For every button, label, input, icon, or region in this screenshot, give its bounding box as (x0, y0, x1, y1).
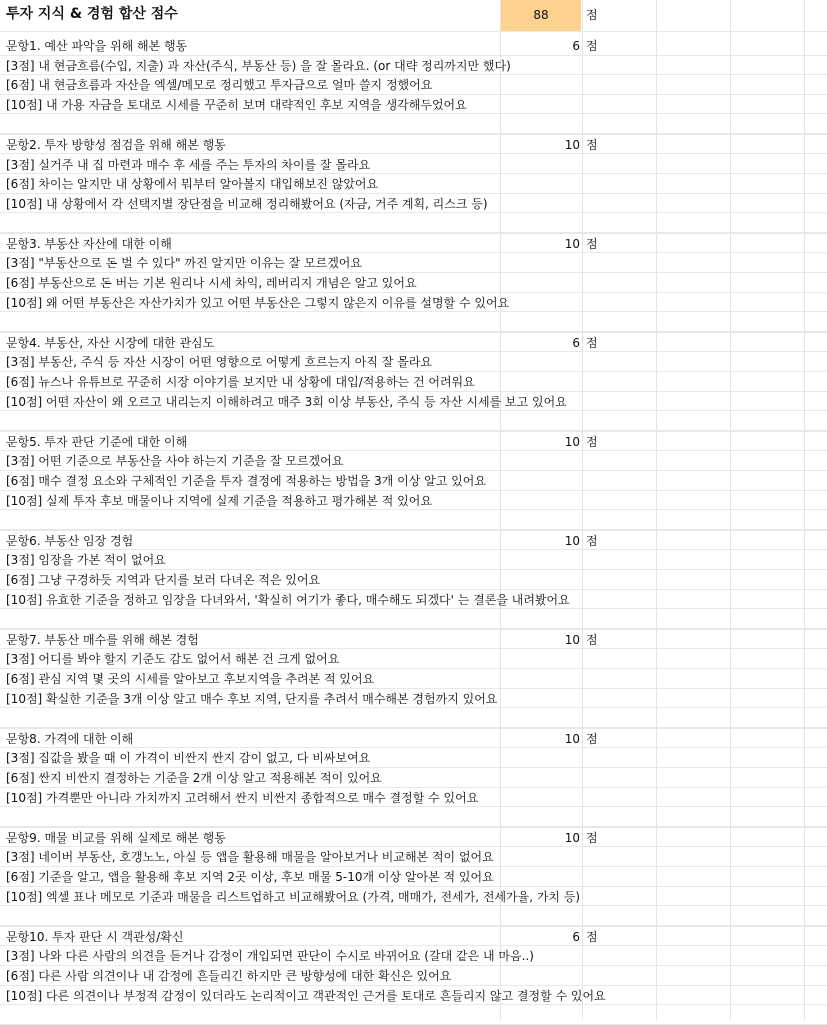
score-unit: 점 (586, 236, 598, 251)
question-score[interactable]: 6 (572, 335, 580, 350)
question-heading: 문항7. 부동산 매수를 위해 해본 경험 (6, 632, 199, 647)
option-row[interactable] (0, 788, 827, 808)
question-score[interactable]: 10 (564, 434, 580, 449)
question-heading: 문항3. 부동산 자산에 대한 이해 (6, 236, 172, 251)
option-row[interactable] (0, 550, 827, 570)
option-row[interactable] (0, 174, 827, 194)
question-heading-row[interactable] (0, 333, 827, 353)
spacer-row (0, 115, 827, 135)
blank-row (0, 1005, 827, 1025)
option-row[interactable] (0, 293, 827, 313)
option-text: [10점] 확실한 기준을 3개 이상 알고 매수 후보 지역, 단지를 추려서 매수해본 경험까지 있어요 (6, 691, 498, 706)
option-text: [6점] 차이는 알지만 내 상황에서 뭐부터 알아볼지 대입해보진 않았어요 (6, 177, 379, 192)
option-row[interactable] (0, 392, 827, 412)
question-score[interactable]: 10 (564, 830, 580, 845)
question-heading-row[interactable] (0, 630, 827, 650)
question-heading-row[interactable] (0, 927, 827, 947)
option-text: [3점] 내 현금흐름(수입, 지출) 과 자산(주식, 부동산 등) 을 잘 몰라요. (or 대략 정리까지만 했다) (6, 58, 511, 73)
score-unit: 점 (586, 38, 598, 53)
option-text: [3점] 집값을 봤을 때 이 가격이 비싼지 싼지 감이 없고, 다 비싸보여요 (6, 751, 371, 766)
question-score[interactable]: 6 (572, 929, 580, 944)
question-score[interactable]: 10 (564, 137, 580, 152)
question-heading: 문항4. 부동산, 자산 시장에 대한 관심도 (6, 335, 215, 350)
question-heading-row[interactable] (0, 135, 827, 155)
option-row[interactable] (0, 986, 827, 1006)
option-text: [3점] "부동산으로 돈 벌 수 있다" 까진 알지만 이유는 잘 모르겠어요 (6, 256, 362, 271)
question-heading: 문항2. 투자 방향성 점검을 위해 해본 행동 (6, 137, 226, 152)
question-score[interactable]: 10 (564, 632, 580, 647)
spacer-row (0, 313, 827, 333)
option-text: [6점] 싼지 비싼지 결정하는 기준을 2개 이상 알고 적용해본 적이 있어요 (6, 770, 382, 785)
question-heading-row[interactable] (0, 828, 827, 848)
option-text: [6점] 관심 지역 몇 곳의 시세를 알아보고 후보지역을 추려본 적 있어요 (6, 672, 375, 686)
score-unit: 점 (586, 533, 598, 548)
option-text: [10점] 가격뿐만 아니라 가치까지 고려해서 싼지 비싼지 종합적으로 매수 결정할 수 있어요 (6, 790, 479, 805)
question-heading: 문항1. 예산 파악을 위해 해본 행동 (6, 38, 188, 53)
option-row[interactable] (0, 75, 827, 95)
score-unit: 점 (586, 830, 598, 845)
question-heading: 문항9. 매물 비교를 위해 실제로 해본 행동 (6, 830, 226, 845)
spacer-row (0, 907, 827, 927)
title-row[interactable] (0, 0, 827, 32)
option-text: [10점] 다른 의견이나 부정적 감정이 있더라도 논리적이고 객관적인 근거를 토대로 흔들리지 않고 결정할 수 있어요 (6, 988, 606, 1003)
score-unit: 점 (586, 434, 598, 449)
question-heading: 문항8. 가격에 대한 이해 (6, 731, 134, 746)
option-row[interactable] (0, 966, 827, 986)
option-row[interactable] (0, 867, 827, 887)
question-heading-row[interactable] (0, 234, 827, 254)
option-row[interactable] (0, 155, 827, 175)
spacer-row (0, 511, 827, 531)
option-row[interactable] (0, 56, 827, 76)
option-text: [10점] 왜 어떤 부동산은 자산가치가 있고 어떤 부동산은 그렇지 않은지 이유를 설명할 수 있어요 (6, 295, 510, 310)
option-row[interactable] (0, 491, 827, 511)
question-score[interactable]: 10 (564, 236, 580, 251)
question-heading-row[interactable] (0, 729, 827, 749)
option-row[interactable] (0, 669, 827, 689)
option-text: [6점] 그냥 구경하듯 지역과 단지를 보러 다녀온 적은 있어요 (6, 573, 321, 588)
question-score[interactable]: 6 (572, 38, 580, 53)
question-heading: 문항10. 투자 판단 시 객관성/확신 (6, 929, 184, 944)
option-row[interactable] (0, 847, 827, 867)
option-row[interactable] (0, 946, 827, 966)
option-row[interactable] (0, 748, 827, 768)
score-unit: 점 (586, 731, 598, 746)
option-text: [3점] 임장을 가본 적이 없어요 (6, 553, 166, 568)
option-text: [10점] 내 가용 자금을 토대로 시세를 꾸준히 보며 대략적인 후보 지역을 생각해두었어요 (6, 97, 467, 112)
option-row[interactable] (0, 194, 827, 214)
option-text: [6점] 부동산으로 돈 버는 기본 원리나 시세 차익, 레버리지 개념은 알고 있어요 (6, 276, 417, 291)
option-text: [3점] 어떤 기준으로 부동산을 사야 하는지 기준을 잘 모르겠어요 (6, 454, 344, 469)
option-text: [3점] 어디를 봐야 할지 기준도 감도 없어서 해본 건 크게 없어요 (6, 652, 340, 667)
option-text: [10점] 엑셀 표나 메모로 기준과 매물을 리스트업하고 비교해봤어요 (가격, 매매가, 전세가, 전세가율, 가치 등) (6, 889, 581, 904)
option-row[interactable] (0, 689, 827, 709)
option-row[interactable] (0, 451, 827, 471)
option-text: [6점] 매수 결정 요소와 구체적인 기준을 투자 결정에 적용하는 방법을 3개 이상 알고 있어요 (6, 474, 486, 489)
option-row[interactable] (0, 649, 827, 669)
question-heading-row[interactable] (0, 36, 827, 56)
score-unit: 점 (586, 8, 598, 22)
total-score-cell[interactable]: 88 (501, 0, 581, 31)
option-row[interactable] (0, 768, 827, 788)
spacer-row (0, 214, 827, 234)
option-row[interactable] (0, 253, 827, 273)
score-unit: 점 (586, 137, 598, 152)
question-heading: 문항5. 투자 판단 기준에 대한 이해 (6, 434, 188, 449)
option-row[interactable] (0, 273, 827, 293)
option-row[interactable] (0, 352, 827, 372)
option-row[interactable] (0, 95, 827, 115)
option-row[interactable] (0, 471, 827, 491)
score-unit: 점 (586, 335, 598, 350)
option-text: [6점] 다른 사람 의견이나 내 감정에 흔들리긴 하지만 큰 방향성에 대한 확신은 있어요 (6, 968, 452, 983)
option-text: [3점] 네이버 부동산, 호갱노노, 아실 등 앱을 활용해 매물을 알아보거나 비교해본 적이 없어요 (6, 850, 494, 865)
question-score[interactable]: 10 (564, 731, 580, 746)
option-text: [10점] 유효한 기준을 정하고 임장을 다녀와서, '확실히 여기가 좋다, 매수해도 되겠다' 는 결론을 내려봤어요 (6, 592, 570, 607)
spacer-row (0, 709, 827, 729)
score-unit: 점 (586, 929, 598, 944)
question-heading: 문항6. 부동산 임장 경험 (6, 533, 134, 548)
option-text: [6점] 기준을 알고, 앱을 활용해 후보 지역 2곳 이상, 후보 매물 5-10개 이상 알아본 적 있어요 (6, 869, 494, 884)
option-text: [10점] 어떤 자산이 왜 오르고 내리는지 이해하려고 매주 3회 이상 부동산, 주식 등 자산 시세를 보고 있어요 (6, 394, 567, 409)
score-unit: 점 (586, 632, 598, 647)
option-text: [10점] 실제 투자 후보 매물이나 지역에 실제 기준을 적용하고 평가해본 적 있어요 (6, 493, 432, 508)
question-heading-row[interactable] (0, 432, 827, 452)
question-heading-row[interactable] (0, 531, 827, 551)
option-text: [3점] 나와 다른 사람의 의견을 듣거나 감정이 개입되면 판단이 수시로 바뀌어요 (갈대 같은 내 마음..) (6, 949, 534, 964)
option-text: [3점] 실거주 내 집 마련과 매수 후 세를 주는 투자의 차이를 잘 몰라요 (6, 157, 371, 172)
option-text: [3점] 부동산, 주식 등 자산 시장이 어떤 영향으로 어떻게 흐르는지 아직 잘 몰라요 (6, 355, 432, 370)
question-score[interactable]: 10 (564, 533, 580, 548)
spacer-row (0, 610, 827, 630)
option-text: [6점] 뉴스나 유튜브로 꾸준히 시장 이야기를 보지만 내 상황에 대입/적용하는 건 어려워요 (6, 375, 475, 390)
option-text: [10점] 내 상황에서 각 선택지별 장단점을 비교해 정리해봤어요 (자금, 거주 계획, 리스크 등) (6, 196, 488, 211)
option-row[interactable] (0, 590, 827, 610)
option-text: [6점] 내 현금흐름과 자산을 엑셀/메모로 정리했고 투자금으로 얼마 쓸지 정했어요 (6, 78, 433, 93)
spacer-row (0, 808, 827, 828)
sheet-title: 투자 지식 & 경험 합산 점수 (6, 6, 178, 22)
spacer-row (0, 412, 827, 432)
option-row[interactable] (0, 887, 827, 907)
option-row[interactable] (0, 372, 827, 392)
option-row[interactable] (0, 570, 827, 590)
